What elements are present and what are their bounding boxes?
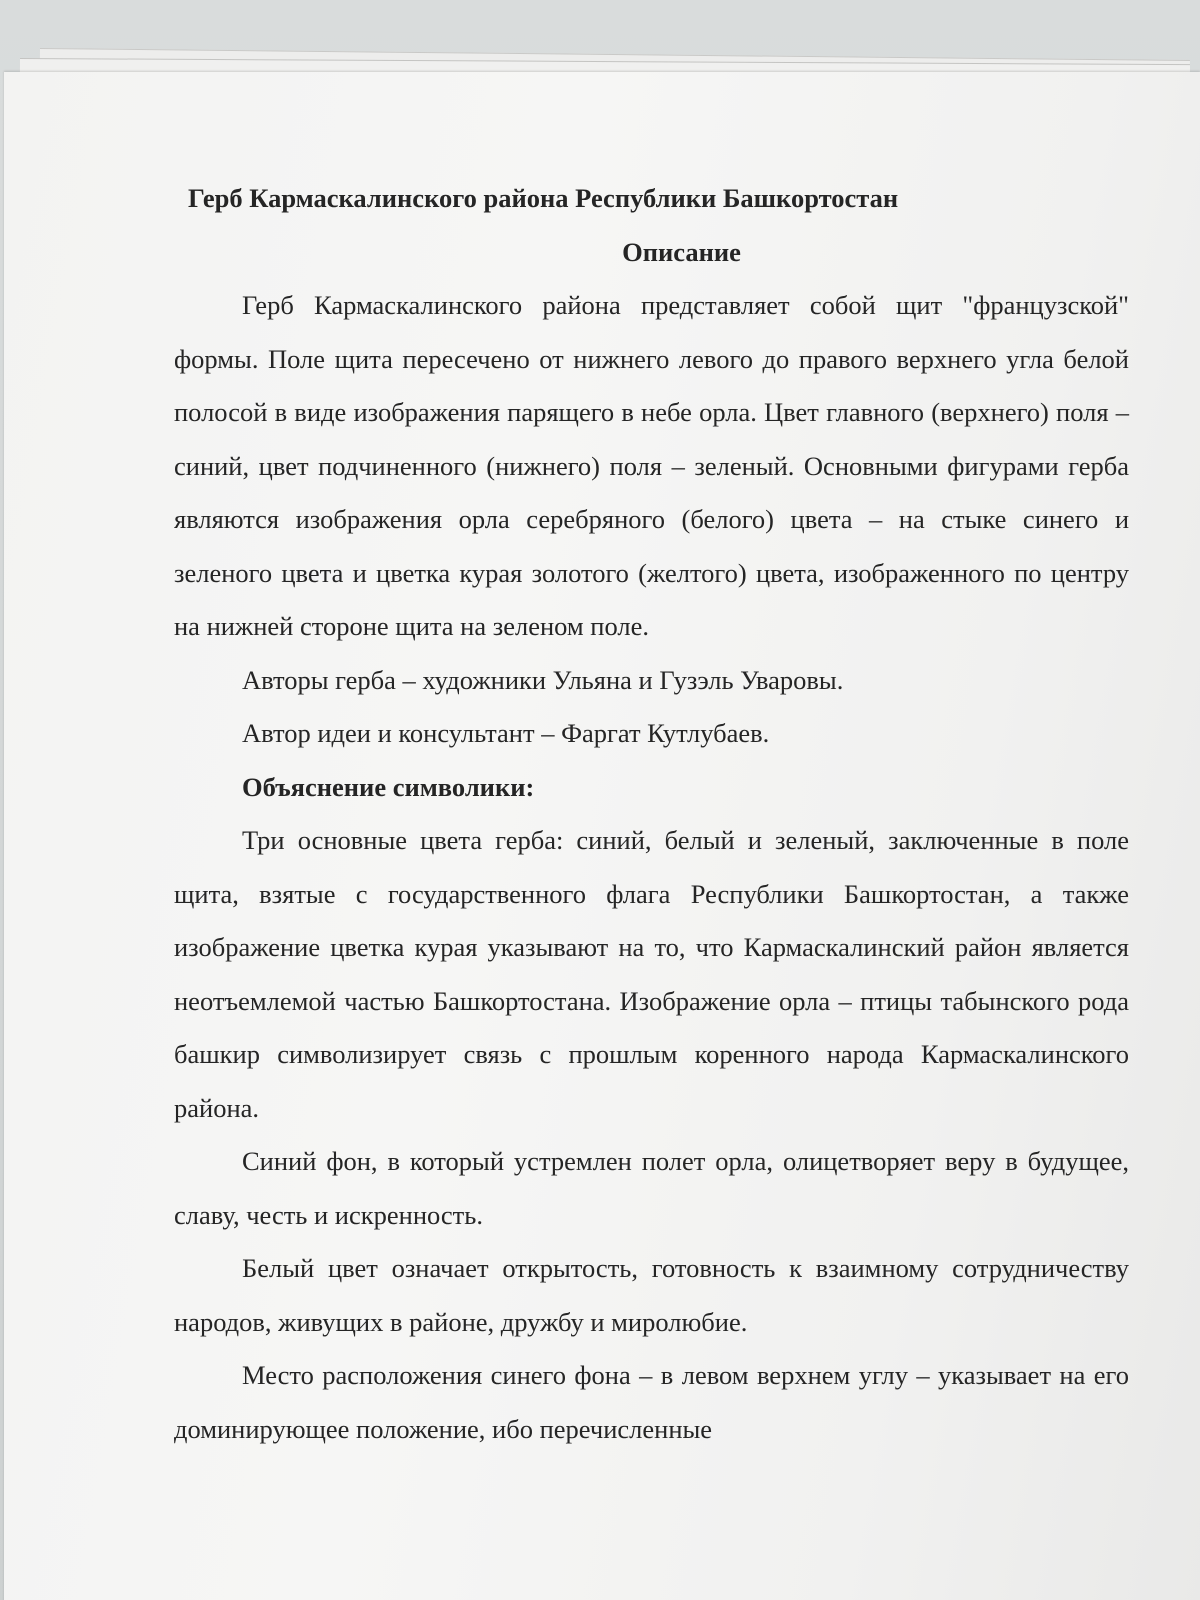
document-title: Герб Кармаскалинского района Республики Башкортостан <box>188 183 899 213</box>
blue-color-paragraph: Синий фон, в который устремлен полет орла, олицетворяет веру в будущее, славу, честь и искренность. <box>174 1146 1129 1230</box>
white-color-paragraph: Белый цвет означает открытость, готовность к взаимному сотрудничеству народов, живущих в районе, дружбу и миролюбие. <box>174 1253 1129 1337</box>
document-body <box>174 172 1129 1456</box>
symbolism-paragraph: Три основные цвета герба: синий, белый и зеленый, заключенные в поле щита, взятые с государственного флага Республики Башкортостан, а также изображение цветка курая указывают на то, что Кармаскалинский район является неотъемлемой частью Башкортостана. Изображение орла – птицы табынского рода башкир символизирует связь с прошлым коренного народа Кармаскалинского района. <box>174 825 1129 1123</box>
document-subtitle: Описание <box>622 236 741 267</box>
blue-position-paragraph: Место расположения синего фона – в левом верхнем углу – указывает на его доминирующее положение, ибо перечисленные <box>174 1360 1129 1444</box>
document-page <box>4 72 1200 1600</box>
symbolism-heading: Объяснение символики: <box>242 771 535 802</box>
description-paragraph: Герб Кармаскалинского района представляет собой щит "французской" формы. Поле щита пересечено от нижнего левого до правого верхнего угла белой полосой в виде изображения парящего в небе орла. Цвет главного (верхнего) поля – синий, цвет подчиненного (нижнего) поля – зеленый. Основными фигурами герба являются изображения орла серебряного (белого) цвета – на стыке синего и зеленого цвета и цветка курая золотого (желтого) цвета, изображенного по центру на нижней стороне щита на зеленом поле. <box>174 290 1129 641</box>
authors-line: Авторы герба – художники Ульяна и Гузэль Уваровы. <box>242 664 844 695</box>
idea-author-line: Автор идеи и консультант – Фаргат Кутлубаев. <box>242 718 770 748</box>
